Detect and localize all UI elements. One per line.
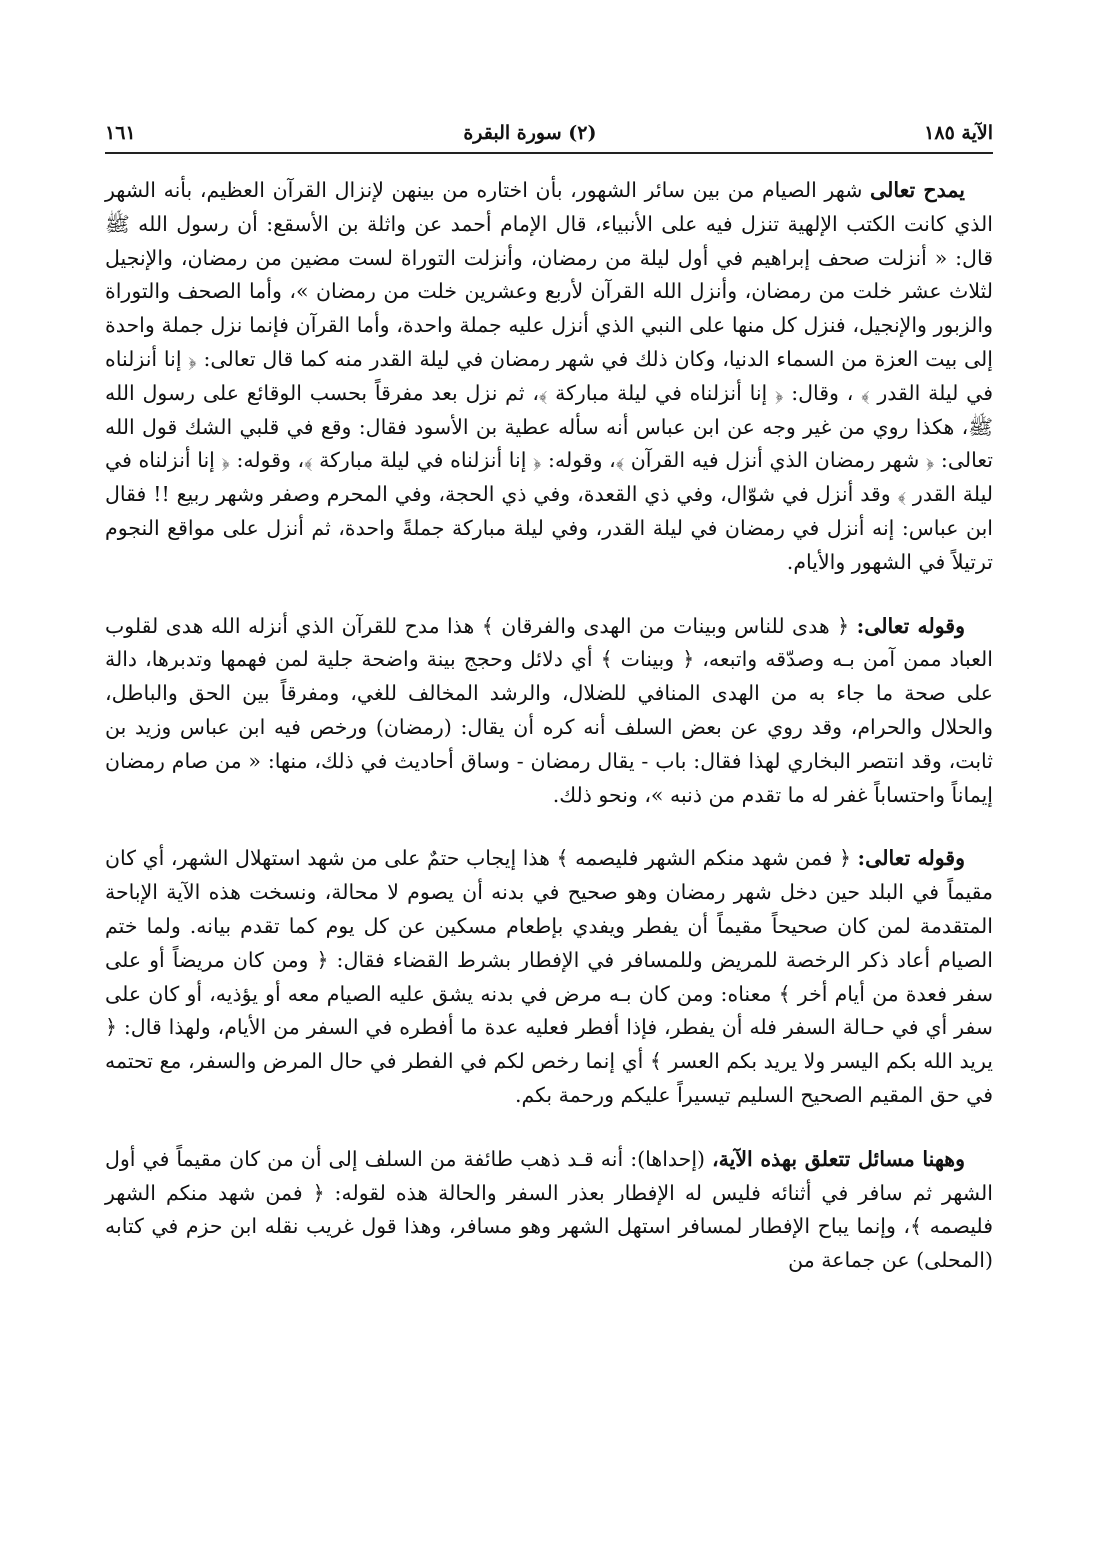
body-text (105, 174, 993, 1278)
page-number: ١٦١ (105, 122, 136, 144)
paragraph-text: (إحداها): أنه قـد ذهب طائفة من السلف إلى أن من كان مقيماً في أول الشهر ثم سافر في أثنائه فليس له الإفطار بعذر السفر والحالة هذه لقوله: ﴿ فمن شهد منكم الشهر فليصمه ﴾، وإنما يباح الإفطار لمسافر استهل الشهر وهو مسافر، وهذا قول غريب نقله ابن حزم في كتابه (المحلى) عن جماعة من (105, 1146, 993, 1273)
paragraph-lead: يمدح تعالى (870, 178, 965, 202)
paragraph-lead: وقوله تعالى: (856, 613, 965, 638)
paragraph-3 (105, 842, 993, 1112)
paragraph-4 (105, 1143, 993, 1278)
paragraph-2 (105, 610, 993, 813)
verse-number: الآية ١٨٥ (924, 122, 993, 144)
paragraph-text: ﴿ هدى للناس وبينات من الهدى والفرقان ﴾ هذا مدح للقرآن الذي أنزله الله هدى لقلوب العباد ممن آمن بـه وصدّقه واتبعه، ﴿ وبينات ﴾ أي دلائل وحجج بينة واضحة جلية لمن فهمها وتدبرها، دالة على صحة ما جاء به من الهدى المنافي للضلال، والرشد المخالف للغي، ومفرقاً بين الحق والباطل، والحلال والحرام، وقد روي عن بعض السلف أنه كره أن يقال: (رمضان) ورخص فيه ابن عباس وزيد بن ثابت، وقد انتصر البخاري لهذا فقال: باب - يقال رمضان - وساق أحاديث في ذلك، منها: « من صام رمضان إيماناً واحتساباً غفر له ما تقدم من ذنبه »، ونحو ذلك. (105, 613, 993, 807)
paragraph-lead: وقوله تعالى: (857, 846, 965, 871)
paragraph-text: ﴿ فمن شهد منكم الشهر فليصمه ﴾ هذا إيجاب حتمٌ على من شهد استهلال الشهر، أي كان مقيماً في البلد حين دخل شهر رمضان وهو صحيح في بدنه أن يصوم لا محالة، ونسخت هذه الآية الإباحة المتقدمة لمن كان صحيحاً مقيماً أن يفطر ويفدي بإطعام مسكين عن كل يوم كما تقدم بيانه. ولما ختم الصيام أعاد ذكر الرخصة للمريض وللمسافر في الإفطار بشرط القضاء فقال: ﴿ ومن كان مريضاً أو على سفر فعدة من أيام أخر ﴾ معناه: ومن كان بـه مرض في بدنه يشق عليه الصيام معه أو يؤذيه، أو كان على سفر أي في حـالة السفر فله أن يفطر، فإذا أفطر فعليه عدة ما أفطره في السفر من الأيام، ولهذا قال: ﴿ يريد الله بكم اليسر ولا يريد بكم العسر ﴾ أي إنما رخص لكم في الفطر في حال المرض والسفر، مع تحتمه في حق المقيم الصحيح السليم تيسيراً عليكم ورحمة بكم. (105, 846, 993, 1107)
paragraph-lead: وههنا مسائل تتعلق بهذه الآية، (712, 1146, 965, 1171)
page (105, 120, 993, 1278)
paragraph-text: شهر الصيام من بين سائر الشهور، بأن اختاره من بينهن لإنزال القرآن العظيم، بأنه الشهر الذي كانت الكتب الإلهية تنزل فيه على الأنبياء، قال الإمام أحمد عن واثلة بن الأسقع: أن رسول الله ﷺ قال: « أنزلت صحف إبراهيم في أول ليلة من رمضان، وأنزلت التوراة لست مضين من رمضان، والإنجيل لثلاث عشر خلت من رمضان، وأنزل الله القرآن لأربع وعشرين خلت من رمضان »، وأما الصحف والتوراة والزبور والإنجيل، فنزل كل منها على النبي الذي أنزل عليه جملة واحدة، وأما القرآن فإنما نزل جملة واحدة إلى بيت العزة من السماء الدنيا، وكان ذلك في شهر رمضان في ليلة القدر منه كما قال تعالى: ﴿ إنا أنزلناه في ليلة القدر ﴾ ، وقال: ﴿ إنا أنزلناه في ليلة مباركة ﴾، ثم نزل بعد مفرقاً بحسب الوقائع على رسول الله ﷺ، هكذا روي من غير وجه عن ابن عباس أنه سأله عطية بن الأسود فقال: وقع في قلبي الشك قول الله تعالى: ﴿ شهر رمضان الذي أنزل فيه القرآن ﴾، وقوله: ﴿ إنا أنزلناه في ليلة مباركة ﴾، وقوله: ﴿ إنا أنزلناه في ليلة القدر ﴾ وقد أنزل في شوّال، وفي ذي القعدة، وفي ذي الحجة، وفي المحرم وصفر وشهر ربيع !! فقال ابن عباس: إنه أنزل في رمضان في ليلة القدر، وفي ليلة مباركة جملةً واحدة، ثم أنزل على مواقع النجوم ترتيلاً في الشهور والأيام. (105, 178, 993, 574)
paragraph-1 (105, 174, 993, 580)
surah-title: (٢) سورة البقرة (463, 122, 597, 144)
running-header (105, 120, 993, 154)
